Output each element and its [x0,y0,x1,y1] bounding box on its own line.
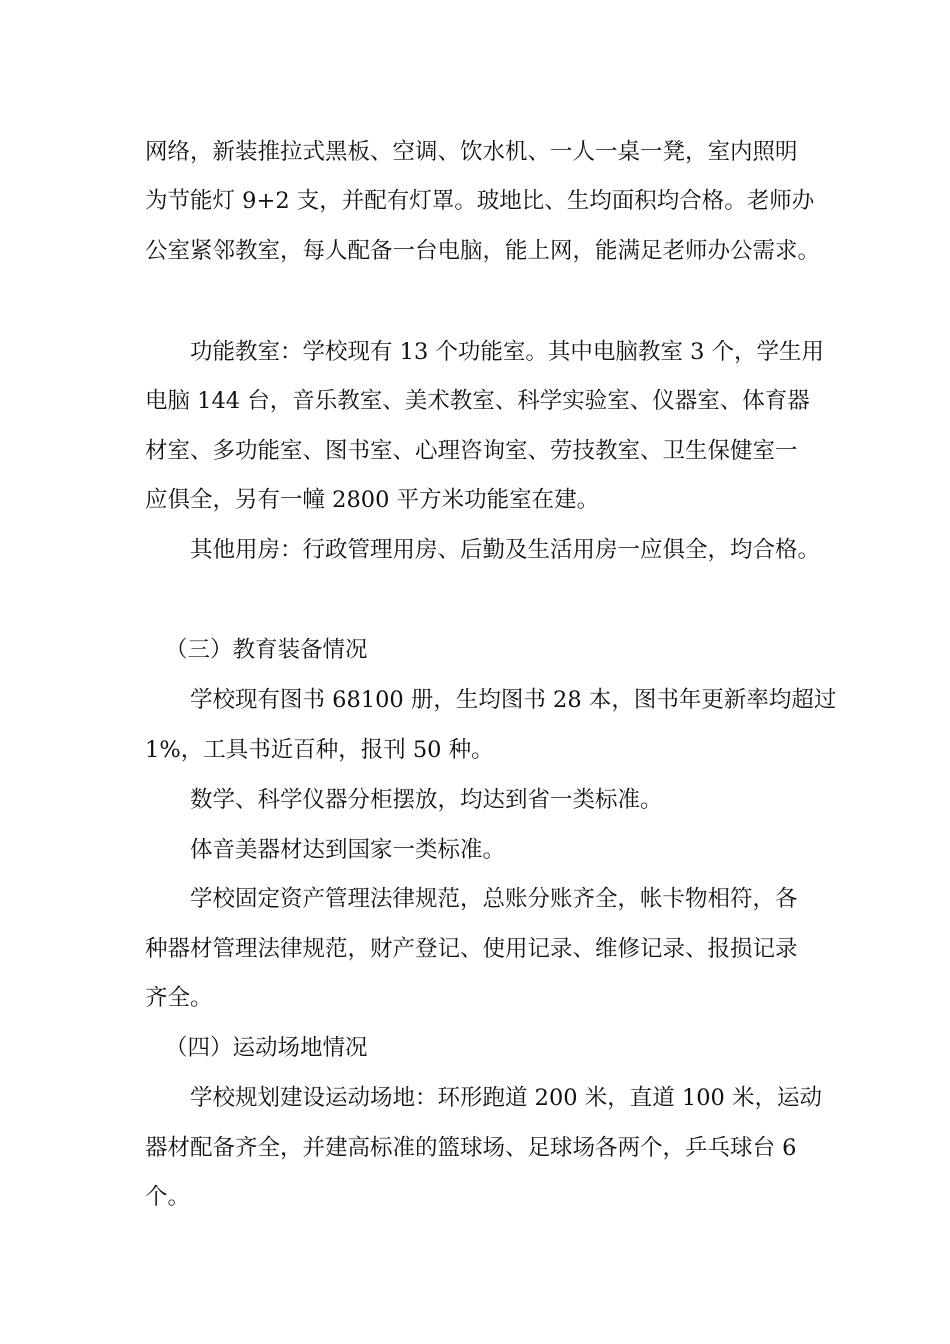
text-line: 种器材管理法律规范，财产登记、使用记录、维修记录、报损记录 [145,936,798,962]
text-line: 其他用房：行政管理用房、后勤及生活用房一应俱全，均合格。 [190,537,821,563]
section-heading: （三）教育装备情况 [165,637,368,663]
text-line: 应俱全，另有一幢 2800 平方米功能室在建。 [145,487,600,513]
text-line: 学校固定资产管理法律规范，总账分账齐全，帐卡物相符，各 [190,886,798,912]
text-line: 器材配备齐全，并建高标准的篮球场、足球场各两个，乒乓球台 6 [145,1135,797,1161]
text-line: 学校现有图书 68100 册，生均图书 28 本，图书年更新率均超过 [190,687,837,713]
text-line: 公室紧邻教室，每人配备一台电脑，能上网，能满足老师办公需求。 [145,238,821,264]
text-line: 个。 [145,1184,191,1210]
section-heading: （四）运动场地情况 [165,1035,368,1061]
text-line: 电脑 144 台，音乐教室、美术教室、科学实验室、仪器室、体育器 [145,388,810,414]
text-line: 为节能灯 9+2 支，并配有灯罩。玻地比、生均面积均合格。老师办 [145,188,815,214]
text-line: 网络，新装推拉式黑板、空调、饮水机、一人一桌一凳，室内照明 [145,139,798,165]
text-line: 数学、科学仪器分柜摆放，均达到省一类标准。 [190,787,663,813]
text-line: 齐全。 [145,985,213,1011]
text-line: 体音美器材达到国家一类标准。 [190,837,506,863]
text-line: 1%，工具书近百种，报刊 50 种。 [145,737,494,763]
text-line: 学校规划建设运动场地：环形跑道 200 米，直道 100 米，运动 [190,1085,823,1111]
text-line: 材室、多功能室、图书室、心理咨询室、劳技教室、卫生保健室一 [145,438,798,464]
text-line: 功能教室：学校现有 13 个功能室。其中电脑教室 3 个，学生用 [190,339,825,365]
